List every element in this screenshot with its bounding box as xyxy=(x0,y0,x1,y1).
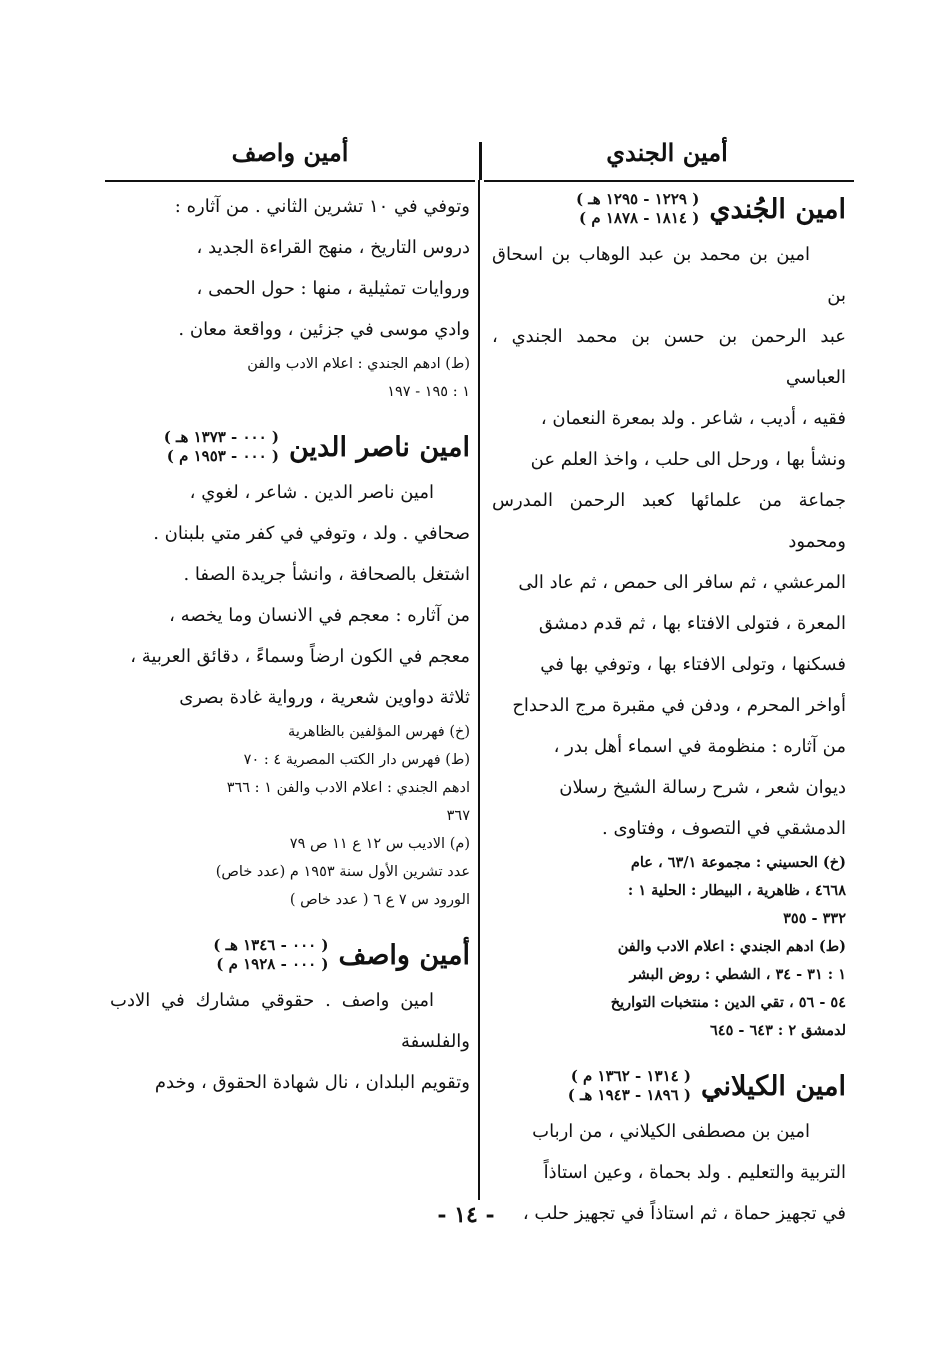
header-rule-right xyxy=(484,180,854,182)
source-line: (ط) ادهم الجندي : اعلام الادب والفن xyxy=(247,356,470,372)
body-line: وروايات تمثيلية ، منها : حول الحمى ، xyxy=(196,278,470,299)
entry-gap xyxy=(110,914,470,932)
body-line: التربية والتعليم . ولد بحماة ، وعين استاذاً xyxy=(543,1162,846,1183)
entry-gap xyxy=(110,406,470,424)
entry-dates xyxy=(213,936,328,974)
entry-dates xyxy=(576,190,699,228)
entry-name: امين الكيلاني xyxy=(701,1070,846,1102)
source-line: (ط) ادهم الجندي : اعلام الادب والفن xyxy=(617,938,846,955)
source-line: عدد تشرين الأول سنة ١٩٥٣ م (عدد خاص) xyxy=(215,864,470,880)
entry-dates xyxy=(568,1067,691,1105)
source-line: ١ : ٣١ - ٣٤ ، الشطي : روض البشر xyxy=(629,966,846,983)
body-line: اشتغل بالصحافة ، وانشأ جريدة الصفا . xyxy=(183,564,470,585)
source-line: ٤٦٦٨ ، ظاهرية ، البيطار : الحلية ١ : xyxy=(627,882,846,899)
date-gregorian: ( ٠٠٠ - ١٩٥٣ م ) xyxy=(166,447,279,465)
date-hijri: ( ٠٠٠ - ١٣٧٣ هـ ) xyxy=(163,428,279,446)
entry-name: أمين واصف xyxy=(338,939,470,971)
body-line: من آثاره : منظومة في اسماء أهل بدر ، xyxy=(553,736,846,757)
body-line: جماعة من علمائها كعبد الرحمن المدرس ومحمود xyxy=(492,490,846,552)
body-line: امين بن مصطفى الكيلاني ، من ارباب xyxy=(532,1121,810,1142)
body-line: امين واصف . حقوقي مشارك في الادب والفلسفة xyxy=(110,990,470,1052)
source-line: ٥٤ - ٥٦ ، تقي الدين : منتخبات التواريخ xyxy=(610,994,846,1011)
body-line: امين بن محمد بن عبد الوهاب بن اسحاق بن xyxy=(492,244,846,306)
body-line: وادي موسى في جزئين ، وواقعة معان . xyxy=(178,319,470,340)
body-line: صحافي . ولد ، وتوفي في كفر متي بلبنان . xyxy=(153,523,470,544)
source-line: ٣٦٧ xyxy=(446,808,470,824)
date-gregorian: ( ١٣١٤ - ١٣٦٢ م ) xyxy=(570,1067,692,1085)
body-line: معجم في الكون ارضاً وسماءً ، دقائق العربية ، xyxy=(130,646,470,667)
date-hijri: ( ١٨٩٦ - ١٩٤٣ هـ ) xyxy=(567,1086,692,1104)
body-line: المرعشي ، ثم سافر الى حمص ، ثم عاد الى xyxy=(518,572,846,593)
body-line: وتقويم البلدان ، نال شهادة الحقوق ، وخدم xyxy=(154,1072,470,1093)
body-line: امين ناصر الدين . شاعر ، لغوي ، xyxy=(189,482,434,503)
source-line: (خ) الحسيني : مجموعة ٦٣/١ ، عام xyxy=(630,854,846,871)
source-line: ٣٣٢ - ٣٥٥ xyxy=(783,910,846,927)
source-line: لدمشق ٢ : ٦٤٣ - ٦٤٥ xyxy=(710,1022,846,1039)
body-line: المعرة ، فتولى الافتاء بها ، ثم قدم دمشق xyxy=(538,613,846,634)
date-gregorian: ( ١٨١٤ - ١٨٧٨ م ) xyxy=(579,209,700,227)
body-line: في تجهيز حماة ، ثم استاذاً في تجهيز حلب ، xyxy=(522,1203,846,1224)
body-line: فقيه ، أديب ، شاعر . ولد بمعرة النعمان ، xyxy=(540,408,846,429)
source-line: الورود س ٧ ع ٦ ( عدد خاص ) xyxy=(289,892,470,908)
body-line: أواخر المحرم ، ودفن في مقبرة مرج الدحداح xyxy=(512,695,846,716)
body-line: الدمشقي في التصوف ، وفتاوى . xyxy=(602,818,846,839)
body-line: ديوان شعر ، شرح رسالة الشيخ رسلان xyxy=(559,777,846,798)
running-header-left: أمين واصف xyxy=(231,138,349,167)
running-header-right: أمين الجندي xyxy=(606,138,728,167)
entry-heading xyxy=(110,428,470,466)
entry-heading xyxy=(110,936,470,974)
body-line: عبد الرحمن بن حسن بن محمد الجندي ، العباسي xyxy=(492,326,846,388)
header-rule-left xyxy=(105,180,475,182)
date-hijri: ( ١٢٢٩ - ١٢٩٥ هـ ) xyxy=(575,190,700,208)
source-line: ١ : ١٩٥ - ١٩٧ xyxy=(387,384,470,400)
entry-name: امين الجُندي xyxy=(709,193,846,225)
entry-heading xyxy=(492,190,846,228)
body-line: ثلاثة دواوين شعرية ، ورواية غادة بصرى xyxy=(179,687,470,708)
entry-name: امين ناصر الدين xyxy=(289,431,470,463)
entry-gap xyxy=(492,1045,846,1063)
entry-heading xyxy=(492,1067,846,1105)
column-divider xyxy=(478,180,480,1200)
source-line: (ط) فهرس دار الكتب المصرية ٤ : ٧٠ xyxy=(243,752,470,768)
source-line: (خ) فهرس المؤلفين بالظاهرية xyxy=(288,724,470,740)
body-line: ونشأ بها ، ورحل الى حلب ، واخذ العلم عن xyxy=(530,449,846,470)
entry-dates xyxy=(164,428,279,466)
date-gregorian: ( ٠٠٠ - ١٩٢٨ م ) xyxy=(216,955,329,973)
date-hijri: ( ٠٠٠ - ١٣٤٦ هـ ) xyxy=(213,936,329,954)
right-column xyxy=(492,186,846,1234)
body-line: من آثاره : معجم في الانسان وما يخصه ، xyxy=(169,605,470,626)
body-line: وتوفي في ١٠ تشرين الثاني . من آثاره : xyxy=(174,196,470,217)
header-divider xyxy=(479,142,482,180)
source-line: ادهم الجندي : اعلام الادب والفن ١ : ٣٦٦ xyxy=(226,780,470,796)
body-line: فسكنها ، وتولى الافتاء بها ، وتوفي بها في xyxy=(540,654,846,675)
source-line: (م) الاديب س ١٢ ع ١١ ص ٧٩ xyxy=(289,836,470,852)
page-number: - ١٤ - xyxy=(437,1202,495,1228)
left-column xyxy=(110,186,470,1103)
body-line: دروس التاريخ ، منهج القراءة الجديد ، xyxy=(196,237,470,258)
